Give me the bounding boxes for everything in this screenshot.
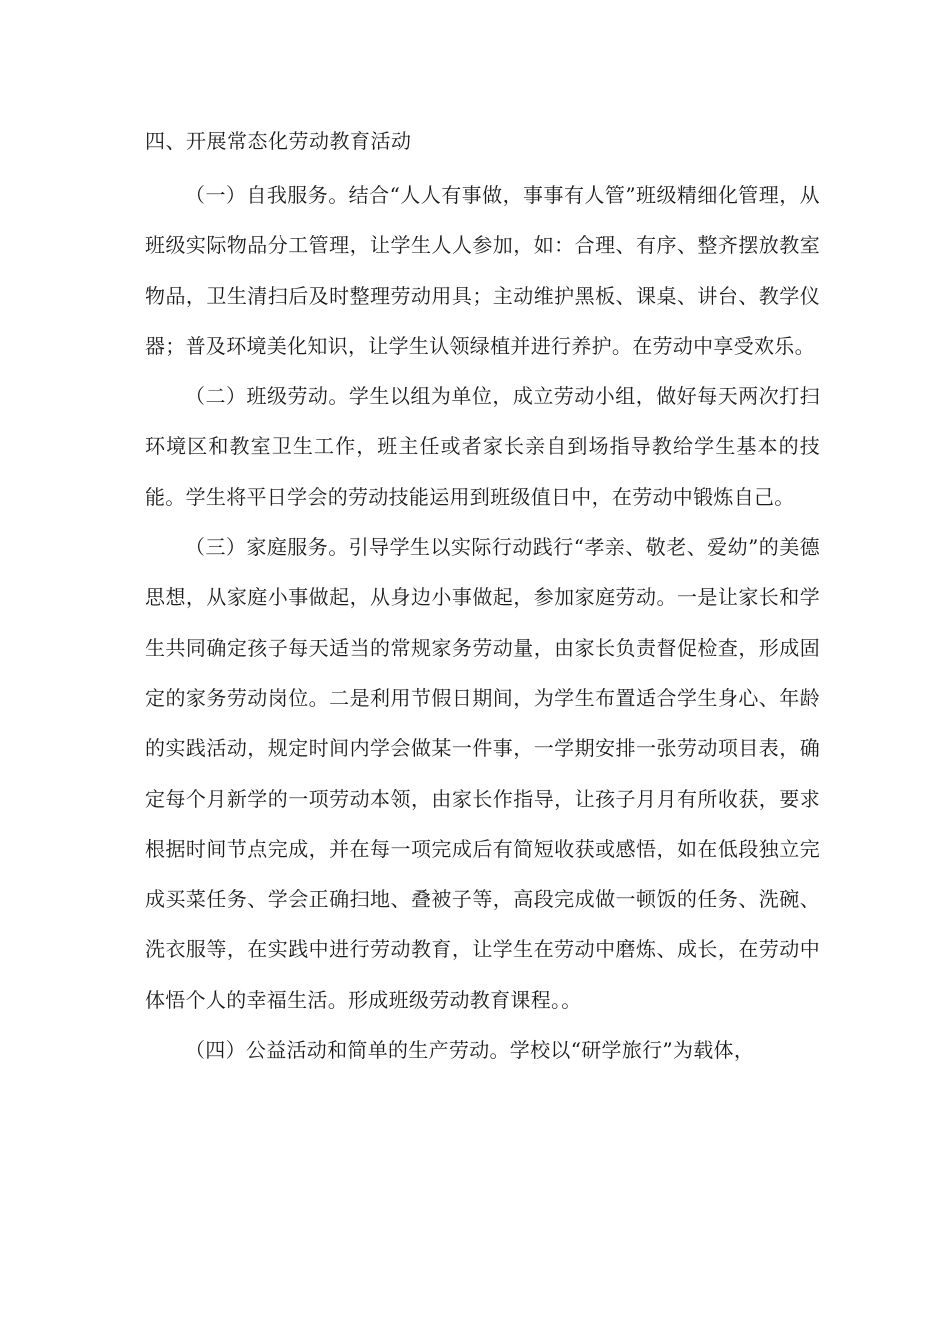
document-body (145, 170, 820, 1075)
paragraph-class-labor: （二）班级劳动。学生以组为单位，成立劳动小组，做好每天两次打扫环境区和教室卫生工作，班主任或者家长亲自到场指导教给学生基本的技能。学生将平日学会的劳动技能运用到班级值日中，在劳动中锻炼自己。 (145, 384, 820, 509)
paragraph-family-service: （三）家庭服务。引导学生以实际行动践行“孝亲、敬老、爱幼”的美德思想，从家庭小事做起，从身边小事做起，参加家庭劳动。一是让家长和学生共同确定孩子每天适当的常规家务劳动量，由家长负责督促检查，形成固定的家务劳动岗位。二是利用节假日期间，为学生布置适合学生身心、年龄的实践活动，规定时间内学会做某一件事，一学期安排一张劳动项目表，确定每个月新学的一项劳动本领，由家长作指导，让孩子月月有所收获，要求根据时间节点完成，并在每一项完成后有简短收获或感悟，如在低段独立完成买菜任务、学会正确扫地、叠被子等，高段完成做一顿饭的任务、洗碗、洗衣服等，在实践中进行劳动教育，让学生在劳动中磨炼、成长，在劳动中体悟个人的幸福生活。形成班级劳动教育课程。。 (145, 535, 820, 1012)
paragraph-public-welfare: （四）公益活动和简单的生产劳动。学校以“研学旅行”为载体， (185, 1038, 755, 1063)
section-heading: 四、开展常态化劳动教育活动 (145, 129, 412, 153)
paragraph-self-service: （一）自我服务。结合“人人有事做，事事有人管”班级精细化管理，从班级实际物品分工管理，让学生人人参加，如：合理、有序、整齐摆放教室物品，卫生清扫后及时整理劳动用具；主动维护黑板、课桌、讲台、教学仪器；普及环境美化知识，让学生认领绿植并进行养护。在劳动中享受欢乐。 (145, 183, 820, 358)
